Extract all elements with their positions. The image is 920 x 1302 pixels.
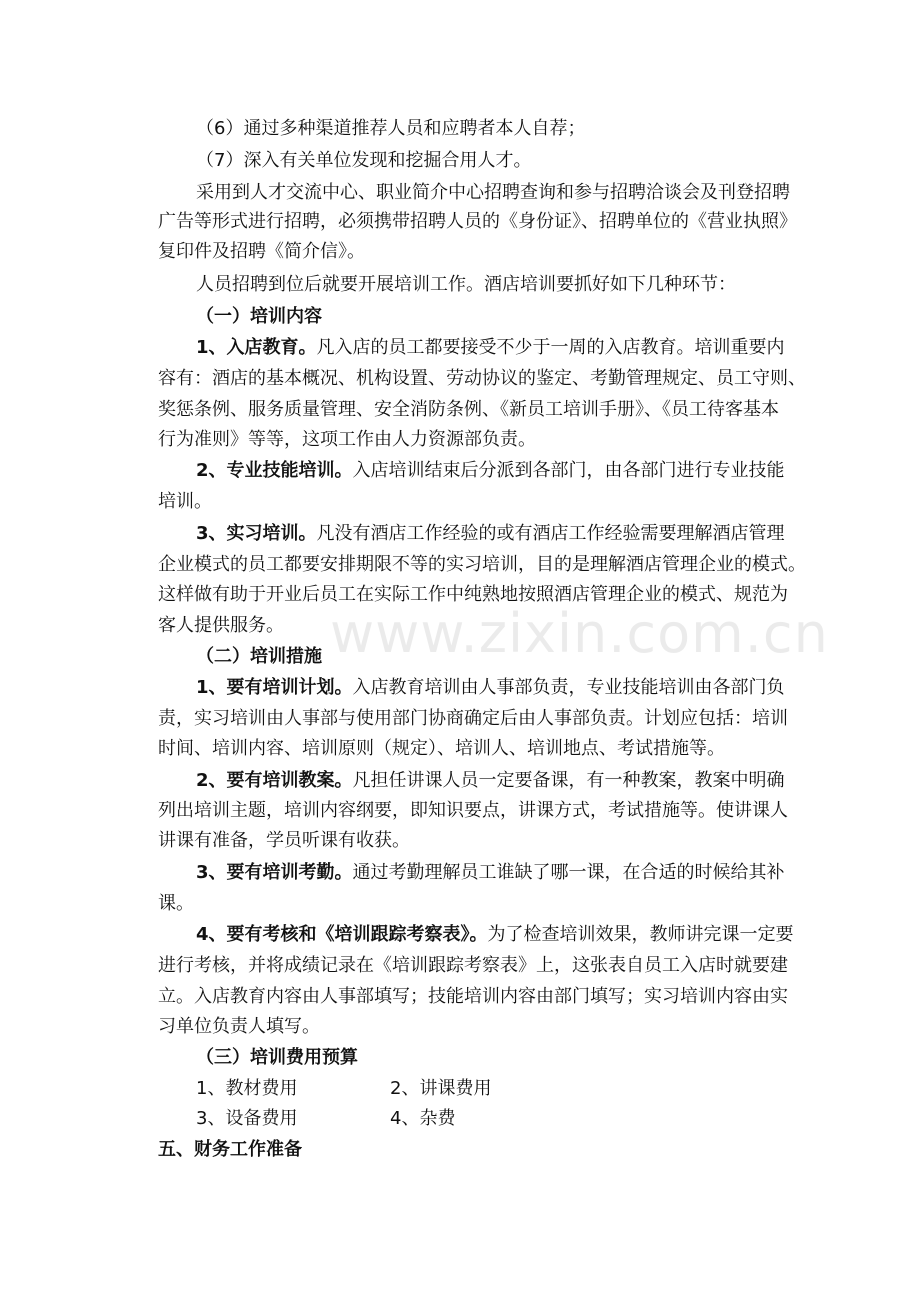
paragraph-line: 课。 xyxy=(158,893,194,914)
line-text: 凡入店的员工都要接受不少于一周的入店教育。培训重要内 xyxy=(316,337,785,358)
paragraph-line xyxy=(196,336,785,360)
paragraph-line: 这样做有助于开业后员工在实际工作中纯熟地按照酒店管理企业的模式、规范为 xyxy=(158,584,788,605)
paragraph-line: 容有：酒店的基本概况、机构设置、劳动协议的鉴定、考勤管理规定、员工守则、 xyxy=(158,368,806,389)
bold-lead: 1、入店教育。 xyxy=(196,337,317,358)
paragraph-line: 列出培训主题，培训内容纲要，即知识要点，讲课方式，考试措施等。使讲课人 xyxy=(158,800,788,821)
line-text: 入店培训结束后分派到各部门，由各部门进行专业技能 xyxy=(352,460,785,481)
paragraph-line xyxy=(196,522,785,546)
watermark: www.zixin.com.cn xyxy=(330,602,829,665)
budget-item: 4、杂费 xyxy=(390,1108,456,1129)
paragraph-line xyxy=(196,923,794,947)
paragraph-line: 企业模式的员工都要安排期限不等的实习培训，目的是理解酒店管理企业的模式。 xyxy=(158,554,806,575)
budget-item: 3、设备费用 xyxy=(196,1108,298,1129)
line-text: 凡没有酒店工作经验的或有酒店工作经验需要理解酒店管理 xyxy=(316,523,785,544)
paragraph-line: （6）通过多种渠道推荐人员和应聘者本人自荐； xyxy=(196,118,586,139)
paragraph-line xyxy=(196,676,785,700)
paragraph-line xyxy=(196,861,785,885)
bold-lead: 3、实习培训。 xyxy=(196,523,317,544)
paragraph-line xyxy=(196,769,785,793)
paragraph-line: （7）深入有关单位发现和挖掘合用人才。 xyxy=(196,150,532,171)
chapter-heading: 五、财务工作准备 xyxy=(158,1139,302,1160)
paragraph-line: 责，实习培训由人事部与使用部门协商确定后由人事部负责。计划应包括：培训 xyxy=(158,708,788,729)
line-text: 为了检查培训效果，教师讲完课一定要 xyxy=(487,924,794,945)
section-heading: （一）培训内容 xyxy=(196,306,322,327)
line-text: 入店教育培训由人事部负责，专业技能培训由各部门负 xyxy=(352,677,785,698)
paragraph-line: 复印件及招聘《简介信》。 xyxy=(158,241,365,262)
budget-item: 2、讲课费用 xyxy=(390,1078,492,1099)
paragraph-line: 时间、培训内容、培训原则（规定）、培训人、培训地点、考试措施等。 xyxy=(158,738,725,759)
paragraph-line xyxy=(196,459,785,483)
paragraph-line: 客人提供服务。 xyxy=(158,615,284,636)
paragraph-line: 采用到人才交流中心、职业简介中心招聘查询和参与招聘洽谈会及刊登招聘 xyxy=(196,182,790,203)
paragraph-line: 人员招聘到位后就要开展培训工作。酒店培训要抓好如下几种环节： xyxy=(196,274,736,295)
bold-lead: 2、要有培训教案。 xyxy=(196,770,353,791)
paragraph-line: 进行考核，并将成绩记录在《培训跟踪考察表》上，这张表自员工入店时就要建 xyxy=(158,955,788,976)
line-text: 凡担任讲课人员一定要备课，有一种教案，教案中明确 xyxy=(352,770,785,791)
section-heading: （三）培训费用预算 xyxy=(196,1047,358,1068)
bold-lead: 1、要有培训计划。 xyxy=(196,677,353,698)
budget-item: 1、教材费用 xyxy=(196,1078,298,1099)
paragraph-line: 讲课有准备，学员听课有收获。 xyxy=(158,830,410,851)
paragraph-line: 广告等形式进行招聘，必须携带招聘人员的《身份证》、招聘单位的《营业执照》 xyxy=(158,211,797,232)
paragraph-line: 立。入店教育内容由人事部填写；技能培训内容由部门填写；实习培训内容由实 xyxy=(158,986,788,1007)
line-text: 通过考勤理解员工谁缺了哪一课，在合适的时候给其补 xyxy=(352,862,785,883)
paragraph-line: 行为准则》等等，这项工作由人力资源部负责。 xyxy=(158,429,536,450)
bold-lead: 2、专业技能培训。 xyxy=(196,460,353,481)
paragraph-line: 奖惩条例、服务质量管理、安全消防条例、《新员工培训手册》、《员工待客基本 xyxy=(158,399,779,420)
section-heading: （二）培训措施 xyxy=(196,646,322,667)
bold-lead: 4、要有考核和《培训跟踪考察表》。 xyxy=(196,924,488,945)
bold-lead: 3、要有培训考勤。 xyxy=(196,862,353,883)
paragraph-line: 习单位负责人填写。 xyxy=(158,1016,320,1037)
paragraph-line: 培训。 xyxy=(158,491,212,512)
